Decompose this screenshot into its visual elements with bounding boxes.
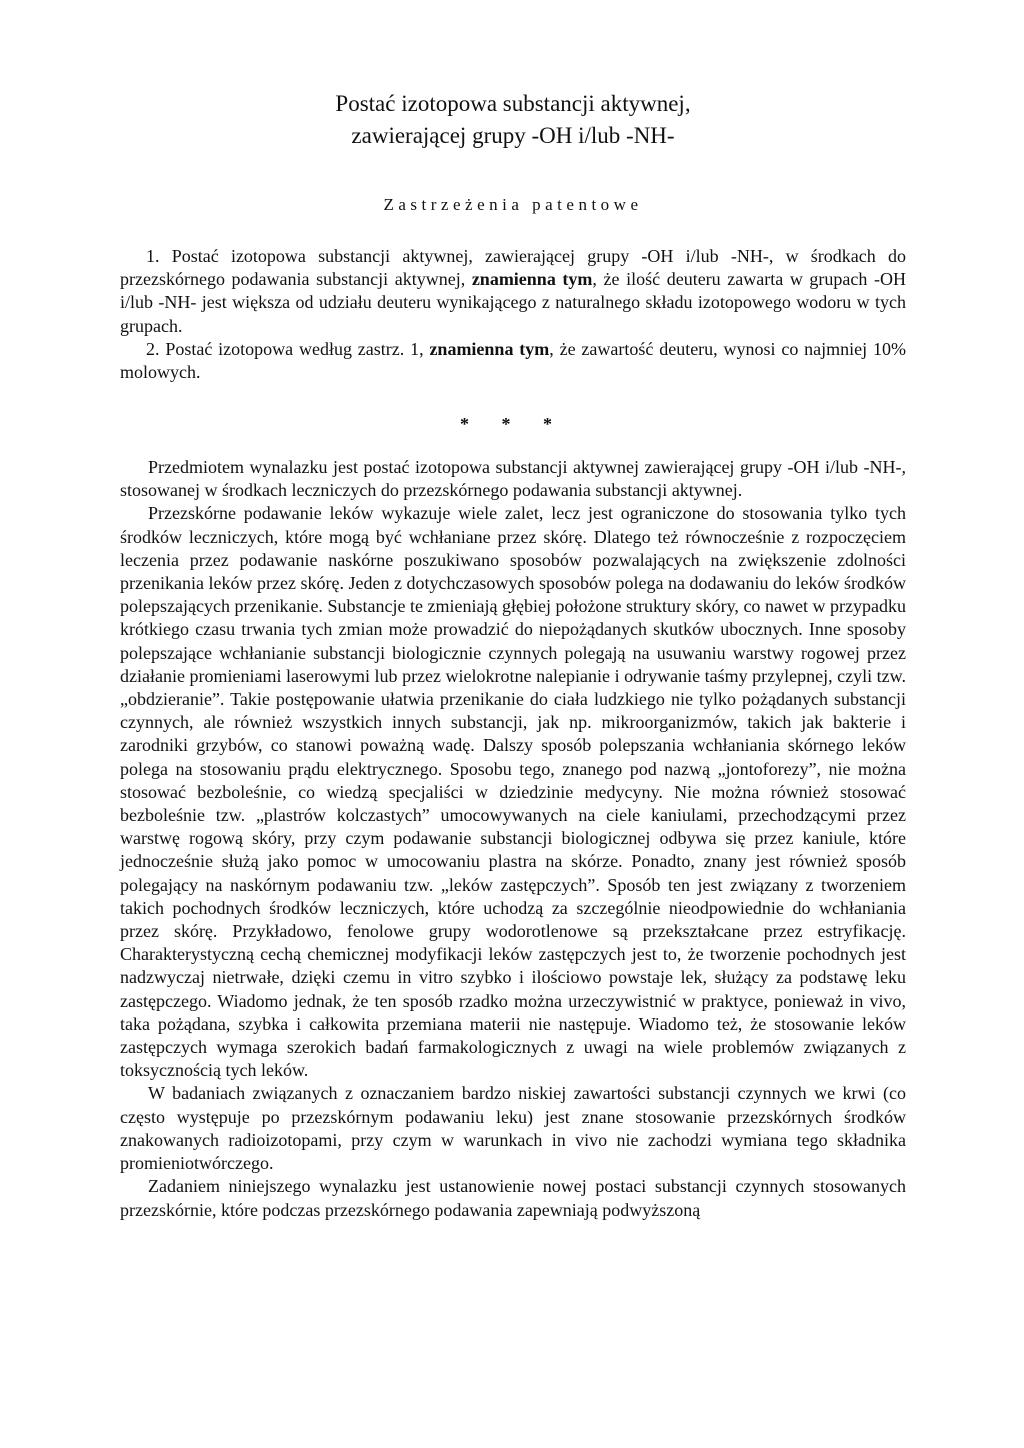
claim-2: 2. Postać izotopowa według zastrz. 1, znamienna tym, że zawartość deuteru, wynosi co najmniej 10% molowych. [120,338,906,383]
claims-heading: Zastrzeżenia patentowe [383,195,643,214]
claim-1: 1. Postać izotopowa substancji aktywnej, zawierającej grupy -OH i/lub -NH-, w środkach do przezskórnego podawania substancji aktywnej, znamienna tym, że ilość deuteru zawarta w grupach -OH i/lub -NH- jest większa od udziału deuteru wynikającego z naturalnego składu izotopowego wodoru w tych grupach. [120,246,907,336]
description-paragraph-1: Przedmiotem wynalazku jest postać izotopowa substancji aktywnej zawierającej grupy -OH i/lub -NH-, stosowanej w środkach leczniczych do przezskórnego podawania substancji aktywnej. [120,457,906,501]
description-paragraph-3: W badaniach związanych z oznaczaniem bardzo niskiej zawartości substancji czynnych we krwi (co często występuje po przezskórnym podawaniu leku) jest znane stosowanie przezskórnych środków znakowanych radioizotopami, przy czym w warunkach in vivo nie zachodzi wymiana tego składnika promieniotwórczego. [120,1083,906,1174]
section-separator: * * * [460,414,566,434]
description-paragraph-2: Przezskórne podawanie leków wykazuje wiele zalet, lecz jest ograniczone do stosowania tylko tych środków leczniczych, które mogą być wchłaniane przez skórę. Dlatego też równocześnie z rozpoczęciem leczenia przez podawanie naskórne poszukiwano sposobów pozwalających na zwiększenie zdolności przenikania leków przez skórę. Jeden z dotychczasowych sposobów polega na dodawaniu do leków środków polepszających przenikanie. Substancje te zmieniają głębiej położone struktury skóry, co nawet w przypadku krótkiego czasu trwania tych zmian może prowadzić do niepożądanych skutków ubocznych. Inne sposoby polepszające wchłanianie substancji biologicznie czynnych polegają na usuwaniu warstwy rogowej przez działanie promieniami laserowymi lub przez wielokrotne nalepianie i odrywanie taśmy przylepnej, czyli tzw. „obdzieranie”. Takie postępowanie ułatwia przenikanie do ciała ludzkiego nie tylko pożądanych substancji czynnych, ale również wszystkich innych substancji, jak np. mikroorganizmów, takich jak bakterie i zarodniki grzybów, co stanowi poważną wadę. Dalszy sposób polepszania wchłaniania skórnego leków polega na stosowaniu prądu elektrycznego. Sposobu tego, znanego pod nazwą „jontoforezy”, nie można stosować bezboleśnie, co wiedzą specjaliści w dziedzinie medycyny. Nie można również stosować bezboleśnie tzw. „plastrów kolczastych” umocowywanych na ciele kaniulami, przechodzącymi przez warstwę rogową skóry, przy czym podawanie substancji biologicznej odbywa się przez kaniule, które jednocześnie służą jako pomoc w umocowaniu plastra na skórze. Ponadto, znany jest również sposób polegający na naskórnym podawaniu tzw. „leków zastępczych”. Sposób ten jest związany z tworzeniem takich pochodnych środków leczniczych, które uchodzą za szczególnie nieodpowiednie do wchłaniania przez skórę. Przykładowo, fenolowe grupy wodorotlenowe są przekształcane przez estryfikację. Charakterystyczną cechą chemicznej modyfikacji leków zastępczych jest to, że tworzenie pochodnych jest nadzwyczaj nietrwałe, dzięki czemu in vitro szybko i ilościowo powstaje lek, służący za podstawę leku zastępczego. Wiadomo jednak, że ten sposób rzadko można urzeczywistnić w praktyce, ponieważ in vivo, taka pożądana, szybka i całkowita przemiana materii nie następuje. Wiadomo też, że stosowanie leków zastępczych wymaga szerokich badań farmakologicznych z uwagi na wiele problemów związanych z toksycznością tych leków. [120,503,906,1081]
document-page [120,88,907,1220]
claims-section [120,245,906,384]
document-title [120,88,906,152]
description-section [120,456,906,1222]
description-paragraph-4: Zadaniem niniejszego wynalazku jest ustanowienie nowej postaci substancji czynnych stosowanych przezskórnie, które podczas przezskórnego podawania zapewniają podwyższoną [120,1176,906,1220]
claim-1-keyword: znamienna tym [471,269,593,290]
title-line-2: zawierającej grupy -OH i/lub -NH- [351,123,675,148]
title-line-1: Postać izotopowa substancji aktywnej, [335,91,691,116]
claim-2-keyword: znamienna tym [429,338,550,359]
